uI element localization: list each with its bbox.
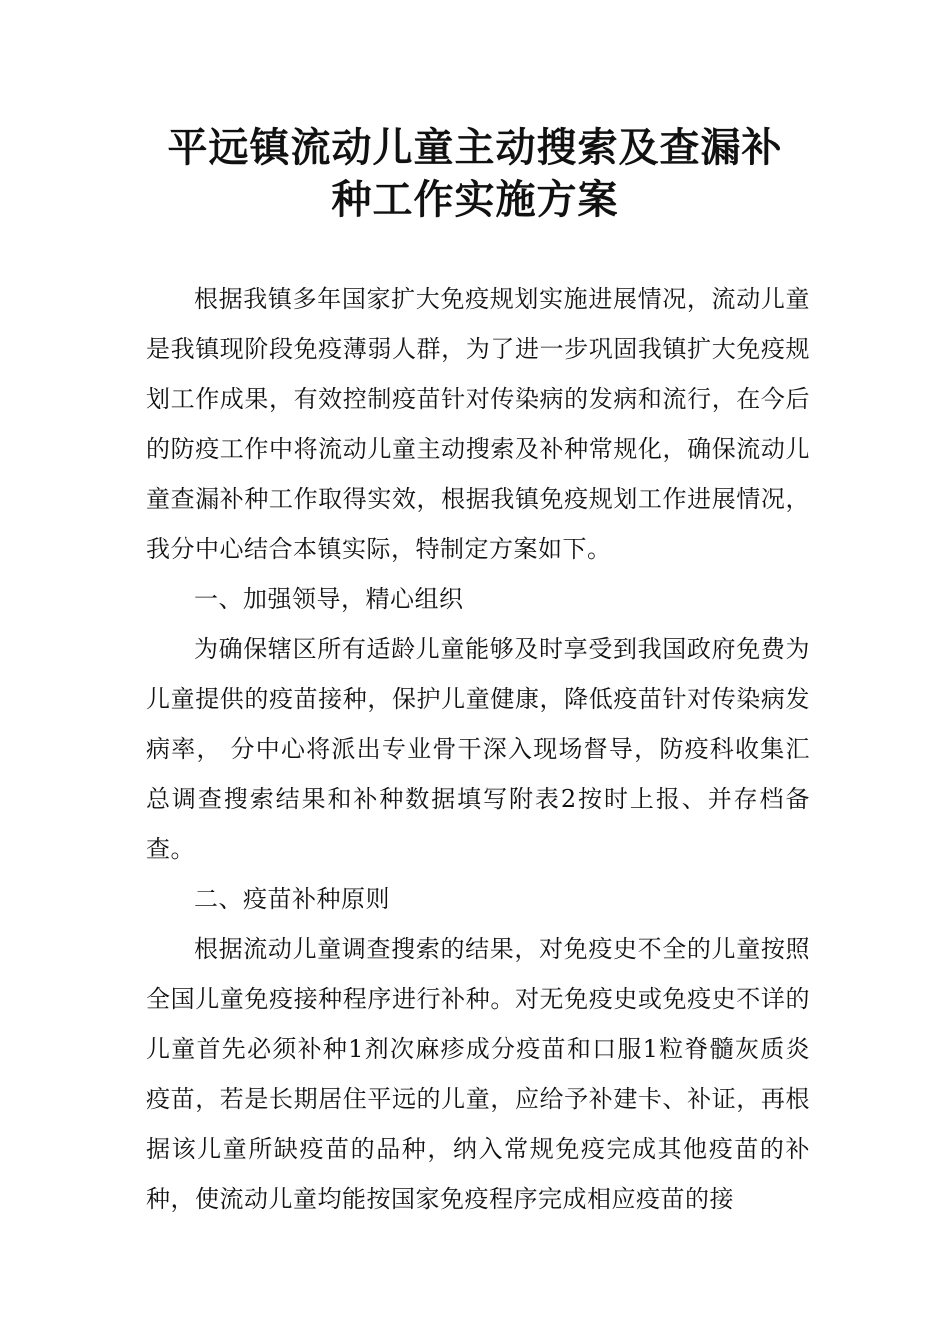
paragraph-section-1: 为确保辖区所有适龄儿童能够及时享受到我国政府免费为儿童提供的疫苗接种，保护儿童健康，降低疫苗针对传染病发病率， 分中心将派出专业骨干深入现场督导，防疫科收集汇总调查搜索结果和补种数据填写附表2按时上报、并存档备查。 <box>146 635 810 863</box>
document-body <box>146 274 810 1224</box>
section-heading-1: 一、加强领导，精心组织 <box>194 585 464 613</box>
paragraph-section-2: 根据流动儿童调查搜索的结果，对免疫史不全的儿童按照全国儿童免疫接种程序进行补种。对无免疫史或免疫史不详的儿童首先必须补种1剂次麻疹成分疫苗和口服1粒脊髓灰质炎疫苗，若是长期居住平远的儿童，应给予补建卡、补证，再根据该儿童所缺疫苗的品种，纳入常规免疫完成其他疫苗的补种，使流动儿童均能按国家免疫程序完成相应疫苗的接 <box>146 935 810 1213</box>
title-line-1: 平远镇流动儿童主动搜索及查漏补 <box>167 124 783 171</box>
section-heading-2: 二、疫苗补种原则 <box>194 885 390 913</box>
document-title <box>120 122 830 226</box>
title-line-2: 种工作实施方案 <box>331 176 619 223</box>
paragraph-intro: 根据我镇多年国家扩大免疫规划实施进展情况，流动儿童是我镇现阶段免疫薄弱人群，为了进一步巩固我镇扩大免疫规划工作成果，有效控制疫苗针对传染病的发病和流行，在今后的防疫工作中将流动儿童主动搜索及补种常规化，确保流动儿童查漏补种工作取得实效，根据我镇免疫规划工作进展情况，我分中心结合本镇实际，特制定方案如下。 <box>146 285 810 563</box>
